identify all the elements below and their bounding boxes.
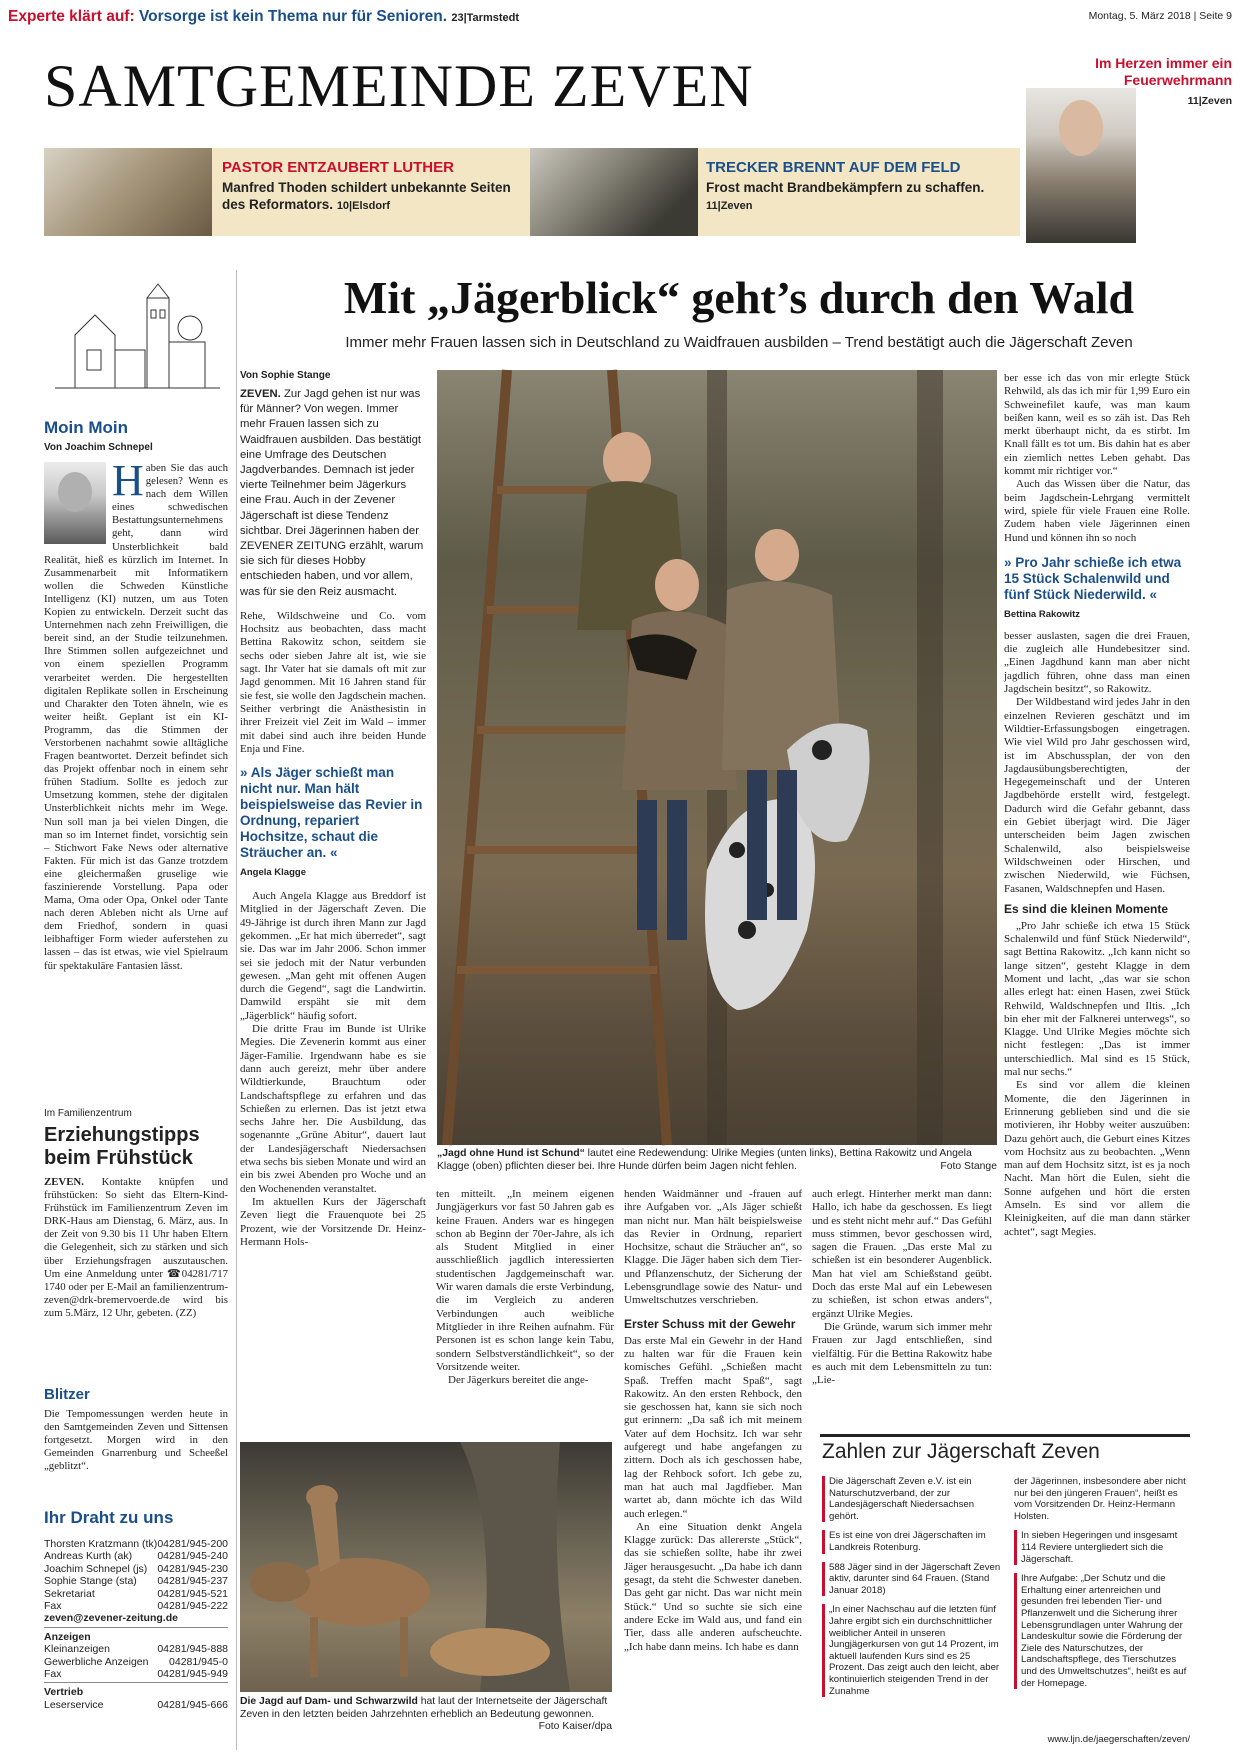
- article-para: ten mitteilt. „In meinem eigenen Jungjägerkurs vor fast 50 Jahren gab es keine Frauen. Anders war es hingegen schon ab Beginn der 70er-Jahre, als ich als Student Mitglied in einer ausschließlich jagdlich interessierten studentischen Jagdgemeinschaft war. Wir waren damals die erste Verbindung, die im Vergleich zu anderen Verbindungen auch weibliche Mitglieder in ihre Reihen aufnahm. Für Personen ist es schon lange kein Tabu, sondern Selbstverständlichkeit“, so der Vorsitzende weiter.: [436, 1188, 614, 1373]
- contact-list: [44, 1538, 228, 1748]
- article-para: besser auslasten, sagen die drei Frauen, die zugleich alle Hundebesitzer sind. „Einen Jagdhund kann man aber nicht jagdlich führen, ohne dass man einen Jagdschein besitzt“, so Rakowitz.: [1004, 629, 1190, 696]
- zahlen-fact: In sieben Hegeringen und insgesamt 114 Reviere untergliedert sich die Jägerschaft.: [1014, 1530, 1190, 1565]
- photo-caption: „Jagd ohne Hund ist Schund“ lautet eine Redewendung: Ulrike Megies (unten links), Bettina Rakowitz und Angela Klagge (oben) pflichten dieser bei. Ihre Hunde dürfen beim Jagen nicht fehlen. Foto Stange: [437, 1148, 997, 1172]
- teaser-trecker[interactable]: TRECKER BRENNT AUF DEM FELD Frost macht Brandbekämpfern zu schaffen. 11|Zeven: [706, 158, 1006, 234]
- pull-quote-author: Bettina Rakowitz: [1004, 608, 1081, 620]
- article-para: Der Wildbestand wird jedes Jahr in den einzelnen Revieren geschätzt und im Wildtier-Erfassungsbogen eingetragen. Wie viel Wild pro Jahr geschossen wird, ist im Abschussplan, der von den Jagdausübungsberechtigten, der Hegegemeinschaft und der Unteren Jagdbehörde erstellt wird, festgelegt. Dadurch wird die Gefahr gebannt, dass ein Gebiet überjagt wird. Die Jäger unterscheiden beim Jagen zwischen Schalenwild, also beispielsweise Wildschweinen oder Hirschen, und zwischen Niederwild, wie Füchsen, Fasanen, Waldschnepfen und Hasen.: [1004, 696, 1190, 895]
- teaser-luther-title: PASTOR ENTZAUBERT LUTHER: [222, 159, 454, 176]
- zahlen-fact: „In einer Nachschau auf die letzten fünf Jahre ergibt sich ein durchschnittlicher weiblicher Anteil in unseren Jungjägerkursen von gut 14 Prozent, im aktuell laufenden Kurs sind es 25 Prozent. Das zeigt auch den leicht, aber kontinuierlich steigenden Trend in der Zunahme: [822, 1604, 1002, 1697]
- article-para: „Pro Jahr schieße ich etwa 15 Stück Schalenwild und fünf Stück Niederwild“, sagt Bettina Rakowitz. „Ich kann nicht so lange sitzen“, gesteht Klagge in dem Moment und lacht, „das war sie schon alles erlegt hat: einen Hasen, zwei Stück Rehwild, Waldschnepfen und Iltis. „Ich bin eher mit der Falknerei unterwegs“, so Klagge. Und Ulrike Megies möchte sich nicht festlegen: „Das ist immer unterschiedlich. Mal sind es 15 Stück, mal nur sechs.“: [1004, 919, 1190, 1079]
- zeven-skyline-drawing: [55, 280, 220, 398]
- article-para: An eine Situation denkt Angela Klagge zurück: Das allererste „Stück“, das sie schießen sollte, habe ihr zwei Jäger herausgesucht. „Da habe ich dann gesagt, da steht die Schwester daneben. Das geht gar nicht. Das war nicht mein Stück.“ Und so suchte sie sich eine andere Ecke im Wald aus, und fand ein Tier, dass alle anderen aufscheuchte. „Ich habe dann meins. Ich habe es dann: [624, 1520, 802, 1653]
- article-col-5: [1004, 372, 1190, 1438]
- contact-row: Fax 04281/945-222: [44, 1600, 228, 1613]
- familie-heading: Erziehungstipps beim Frühstück: [44, 1124, 200, 1169]
- article-para: Der Jägerkurs bereitet die ange-: [448, 1374, 589, 1387]
- vertrieb-label: Vertrieb: [44, 1686, 84, 1699]
- article-col-3: [624, 1188, 802, 1748]
- date-line: Montag, 5. März 2018 | Seite 9: [1088, 10, 1232, 22]
- top-kicker: Experte klärt auf: Vorsorge ist kein Thema nur für Senioren. 23|Tarmstedt: [8, 8, 520, 25]
- blitzer-heading: Blitzer: [44, 1386, 90, 1403]
- pull-quote-author: Angela Klagge: [240, 867, 306, 879]
- article-col-2: [436, 1188, 614, 1436]
- deer-illustration: [240, 1442, 612, 1692]
- zahlen-fact: Die Jägerschaft Zeven e.V. ist ein Naturschutzverband, der zur Landesjägerschaft Niedersachsen gehört.: [822, 1476, 1002, 1522]
- moin-dropcap: H: [112, 456, 144, 505]
- article-para: Rehe, Wildschweine und Co. vom Hochsitz aus beobachten, dass macht Bettina Rakowitz schon, seitdem sie sechs oder sieben Jahre alt ist, wie sie sagt. Ihr Vater hat sie damals oft mit zur Jagd genommen. Mit 16 Jahren stand für sie fest, sie wolle den Jagdschein machen. Seither verbringt die Anästhesistin in ihrer Freizeit viel Zeit im Wald – immer mit dabei sind auch ihre beiden Hunde Enja und Fine.: [240, 609, 426, 755]
- pull-quote-rakowitz: » Pro Jahr schieße ich etwa 15 Stück Schalenwild und fünf Stück Niederwild. «: [1004, 554, 1182, 602]
- photo-illustration: [437, 370, 997, 1145]
- moin-heading: Moin Moin: [44, 418, 129, 437]
- contact-row: Sophie Stange (sta) 04281/945-237: [44, 1575, 228, 1588]
- article-intro: ZEVEN. Zur Jagd gehen ist nur was für Männer? Von wegen. Immer mehr Frauen lassen sich zu Waidfrauen ausbilden. Das bestätigt eine Umfrage des Deutschen Jagdverbandes. Demnach ist jeder vierte Teilnehmer beim Jägerkurs eine Frau. Auch in der Zevener Jägerschaft ist diese Tendenz sichtbar. Drei Jägerinnen haben der ZEVENER ZEITUNG erzählt, warum sie sich für dieses Hobby entschieden haben, und vor allem, was für sie den Reiz ausmacht.: [240, 388, 424, 598]
- contact-row: Sekretariat 04281/945-521: [44, 1587, 228, 1600]
- zahlen-top-rule: [820, 1434, 1190, 1437]
- article-byline: Von Sophie Stange: [240, 370, 331, 381]
- moin-author: Von Joachim Schnepel: [44, 442, 153, 453]
- teaser-photo-trecker: [530, 148, 698, 236]
- column-divider: [236, 270, 237, 1750]
- deer-photo-caption: Die Jagd auf Dam- und Schwarzwild hat laut der Internetseite der Jägerschaft Zeven in den letzten beiden Jahrzehnten erheblich an Bedeutung gewonnen. Foto Kaiser/dpa: [240, 1696, 612, 1733]
- top-right-ref: 11|Zeven: [1187, 95, 1232, 107]
- article-para: Auch Angela Klagge aus Breddorf ist Mitglied in der Jägerschaft Zeven. Die 49-Jährige ist durch ihren Mann zur Jagd gekommen. „Er hat mich überredet“, sagt sie. Das war im Jahr 2006. Schon immer sei sie jedoch mit der Natur verbunden gewesen. „Man geht mit offenen Augen durch die Gegend“, sagt die Landwirtin. Damwild erspäht sie mit dem „Jägerblick“ häufig sofort.: [240, 890, 426, 1022]
- contact-row: Fax 04281/945-949: [44, 1668, 228, 1683]
- familie-kicker: Im Familienzentrum: [44, 1108, 132, 1119]
- familie-text: ZEVEN. Kontakte knüpfen und frühstücken: So sieht das Eltern-Kind-Frühstück im Familienzentrum Zeven im DRK-Haus am Dienstag, 6. März, aus. In der Zeit von 9.30 bis 11 Uhr haben Eltern die Gelegenheit, sich zu stärken und sich über Erziehungsfragen auszutauschen. Um eine Anmeldung unter ☎04281/717 1740 oder per E-Mail an familienzentrum-zeven@drk-bremervoerde.de wird bis zum 5.März, 12 Uhr, gebeten. (ZZ): [44, 1176, 228, 1319]
- article-col-4: [812, 1188, 992, 1426]
- subheading-erster-schuss: Erster Schuss mit der Gewehr: [624, 1316, 796, 1331]
- zahlen-fact: Ihre Aufgabe: „Der Schutz und die Erhaltung einer artenreichen und gesunden frei lebenden Tier- und Pflanzenwelt und die Sicherung ihrer Lebensgrundlagen unter Wahrung der Landeskultur sowie die Förderung der Ziele des Naturschutzes, der Landschaftspflege, des Tierschutzes und des Umweltschutzes“, heißt es auf der Homepage.: [1014, 1573, 1190, 1689]
- moin-text: H aben Sie das auch gelesen? Wenn es nach dem Willen eines schwedischen Bestattungsunternehmens geht, dann wird Unsterblichkeit bald Realität, hieß es kürzlich im Internet. In Zusammenarbeit mit Informatikern wollen die Schweden Künstliche Intelligenz (KI) nutzen, um aus Toten Kopien zu entwickeln. Derzeit sucht das Unternehmen nach zehn Freiwilligen, die bereit sind, an der Studie teilzunehmen. Ihre Stimmen sollen aufgezeichnet und von einem speziellen Programm verarbeitet werden. Die hergestellten digitalen Replikate sollen in Erscheinung und Charakter den Toten ähneln, wie es weiter heißt. Geplant ist ein KI-Programm, das die Stimmen der Verstorbenen nachahmt sowie alltägliche Fragen beantwortet. Derzeit befindet sich das Projekt offenbar noch in einem sehr frühen Stadium. Sollte es jedoch zur Umsetzung kommen, stehe der digitalen Unsterblichkeit nichts mehr im Wege. Nun soll man ja bei vielen Dingen, die man so im Internet findet, vorsichtig sein – Stichwort Fake News oder alternative Fakten. Für mich ist das Ganze trotzdem eine gleichermaßen gruselige wie faszinierende Vorstellung. Papa oder Mama, Oma oder Opa, Onkel oder Tante nach deren Ableben nicht als Urne auf dem Friedhof, sondern in quasi leibhaftiger Form wieder auferstehen zu lassen – das ist etwas, wie viel Spielraum für spektakuläre Fantasien lässt.: [44, 456, 228, 972]
- top-right-title: Im Herzen immer ein Feuerwehrmann: [1095, 55, 1232, 88]
- draht-heading: Ihr Draht zu uns: [44, 1508, 174, 1527]
- article-para: Im aktuellen Kurs der Jägerschaft Zeven liegt die Frauenquote bei 25 Prozent, wie der Vorsitzende Dr. Heinz-Hermann Hols-: [240, 1195, 426, 1248]
- zahlen-heading: Zahlen zur Jägerschaft Zeven: [822, 1440, 1100, 1463]
- photo-hunters-with-dogs: [437, 370, 997, 1145]
- article-col-1: [240, 387, 426, 1248]
- pull-quote-klagge: » Als Jäger schießt man nicht nur. Man hält beispielsweise das Revier in Ordnung, repariert Hochsitze, schaut die Sträucher an. «: [240, 765, 423, 861]
- zahlen-fact: der Jägerinnen, insbesondere aber nicht nur bei den jüngeren Frauen“, heißt es vom Vorsitzenden Dr. Heinz-Hermann Holsten.: [1014, 1476, 1186, 1522]
- teaser-luther[interactable]: PASTOR ENTZAUBERT LUTHER Manfred Thoden schildert unbekannte Seiten des Reformators. 10|Elsdorf: [222, 158, 522, 234]
- masthead-title: SAMTGEMEINDE ZEVEN: [44, 53, 754, 119]
- zahlen-fact: Es ist eine von drei Jägerschaften im Landkreis Rotenburg.: [822, 1530, 1002, 1553]
- teaser-photo-luther: [44, 148, 212, 236]
- contact-row: Joachim Schnepel (js) 04281/945-230: [44, 1562, 228, 1575]
- contact-row: Andreas Kurth (ak) 04281/945-240: [44, 1550, 228, 1563]
- article-para: Auch das Wissen über die Natur, das beim Jagdschein-Lehrgang vermittelt wird, spiele für viele Frauen eine Rolle. Zudem haben viele Jägerinnen einen Hund und können ihn so noch: [1004, 478, 1190, 544]
- article-para: Es sind vor allem die kleinen Momente, die den Jägerinnen in Erinnerung geblieben sind und die sie motivieren, ihr Hobby weiter auszuüben: Dazu gehört auch, die Geburt eines Kitzes vom Hochsitz aus zu beobachten. „Wenn man auf dem Hochsitz sitzt, ist es ja noch Nacht. Man hört die Eulen, sieht die Sonne aufgehen und hört die ersten Amseln. Es sind vor allem die Kleinigkeiten, auf die man dann stärker achtet“, sagt Megies.: [1004, 1079, 1191, 1238]
- photo-deer: [240, 1442, 612, 1692]
- zahlen-fact: 588 Jäger sind in der Jägerschaft Zeven aktiv, darunter sind 64 Frauen. (Stand Januar 2018): [822, 1562, 1002, 1597]
- contact-row: Gewerbliche Anzeigen 04281/945-0: [44, 1655, 228, 1668]
- contact-row: Thorsten Kratzmann (tk) 04281/945-200: [44, 1538, 228, 1550]
- zahlen-col-right: [1014, 1476, 1190, 1732]
- teaser-trecker-title: TRECKER BRENNT AUF DEM FELD: [706, 159, 961, 176]
- zahlen-url[interactable]: www.ljn.de/jaegerschaften/zeven/: [1047, 1734, 1190, 1745]
- subheading-kleine-momente: Es sind die kleinen Momente: [1004, 901, 1169, 916]
- zahlen-col-left: [822, 1476, 1002, 1748]
- article-para: ber esse ich das von mir erlegte Stück Rehwild, als das ich mir für 1,99 Euro ein Schweinefilet kaufe, was man kaum beißen kann, weil es so zäh ist. Das Reh merkt überhaupt nicht, da es stirbt. Im Knall fällt es tot um. Bis dahin hat es aber ein ziemlich nettes Leben gehabt. Das kommt mir richtiger vor.“: [1004, 372, 1190, 478]
- blitzer-text: Die Tempomessungen werden heute in den Samtgemeinden Zeven und Sittensen fortgesetzt. Morgen wird in den Gemeinden Gnarrenburg und Scheeßel „geblitzt“.: [44, 1408, 228, 1473]
- contact-row: Leserservice 04281/945-666: [44, 1698, 228, 1711]
- contact-email[interactable]: zeven@zevener-zeitung.de: [44, 1612, 228, 1627]
- article-headline: Mit „Jägerblick“ geht’s durch den Wald: [343, 272, 1135, 323]
- article-para: henden Waidmänner und -frauen auf ihre Aufgaben vor. „Als Jäger schießt man nicht nur. Man hält beispielsweise das Revier in Ordnung, repariert Hochsitze, schaut die Sträucher an“, so Klagge. Die Jäger haben sich dem Tier- und Pflanzenschutz, der Sicherung der Lebensgrundlage sowie des Natur- und Umweltschutzes verschrieben.: [624, 1188, 802, 1307]
- article-para: Die Gründe, warum sich immer mehr Frauen zur Jagd entschließen, sind vielfältig. Für die Bettina Rakowitz habe es auch mit dem Lebensmitteln zu tun: „Lie-: [812, 1320, 992, 1387]
- article-para: Die dritte Frau im Bunde ist Ulrike Megies. Die Zevenerin kommt aus einer Jäger-Familie. Irgendwann habe es sie dann auch gereizt, mehr über andere Wildtierkunde, Brauchtum oder Landschaftspflege zu erfahren und das Schießen zu erlernen. Das ist jetzt etwa sechs Jahre her. Die Ausbildung, das sogenannte „Grüne Abitur“, dauert laut der Landesjägerschaft Niedersachsen etwa sechs bis sieben Monate und wird an ein bis zwei Abenden pro Woche und an den Wochenenden veranstaltet.: [240, 1023, 426, 1195]
- contact-row: Kleinanzeigen 04281/945-888: [44, 1643, 228, 1656]
- portrait-firefighter: [1026, 88, 1136, 243]
- article-para: auch erlegt. Hinterher merkt man dann: Hallo, ich habe da geschossen. Es liegt und es steht nicht mehr auf.“ Das Gefühl muss stimmen, bevor geschossen wird, sagen die Frauen. „Das erste Mal zu schießen ist ein besonderer Augenblick. Man hat viel am Schießstand geübt. Doch das erste Mal auf ein Lebewesen zu schießen, ist schon etwas anders“, ergänzt Ulrike Megies.: [812, 1188, 992, 1320]
- article-para: Das erste Mal ein Gewehr in der Hand zu halten war für die Frauen kein komisches Gefühl. „Schießen macht Spaß. Treffen macht Spaß“, sagt Rakowitz. An den ersten Rehbock, den sie geschossen hat, kann sie sich noch gut erinnern: „Da saß ich mit meinem Vater auf dem Hochsitz. Ich war sehr aufgeregt und habe angefangen zu zittern. Doch als ich geschossen habe, lag der Rehbock sofort. Ich gebe zu, man hat auch mal Jagdfieber. Man wartet ab, dann möchte ich das Wild auch erlegen.“: [624, 1334, 802, 1520]
- anzeigen-label: Anzeigen: [44, 1630, 91, 1643]
- article-subhead: Immer mehr Frauen lassen sich in Deutschland zu Waidfrauen ausbilden – Trend bestätigt auch die Jägerschaft Zeven: [345, 334, 1133, 351]
